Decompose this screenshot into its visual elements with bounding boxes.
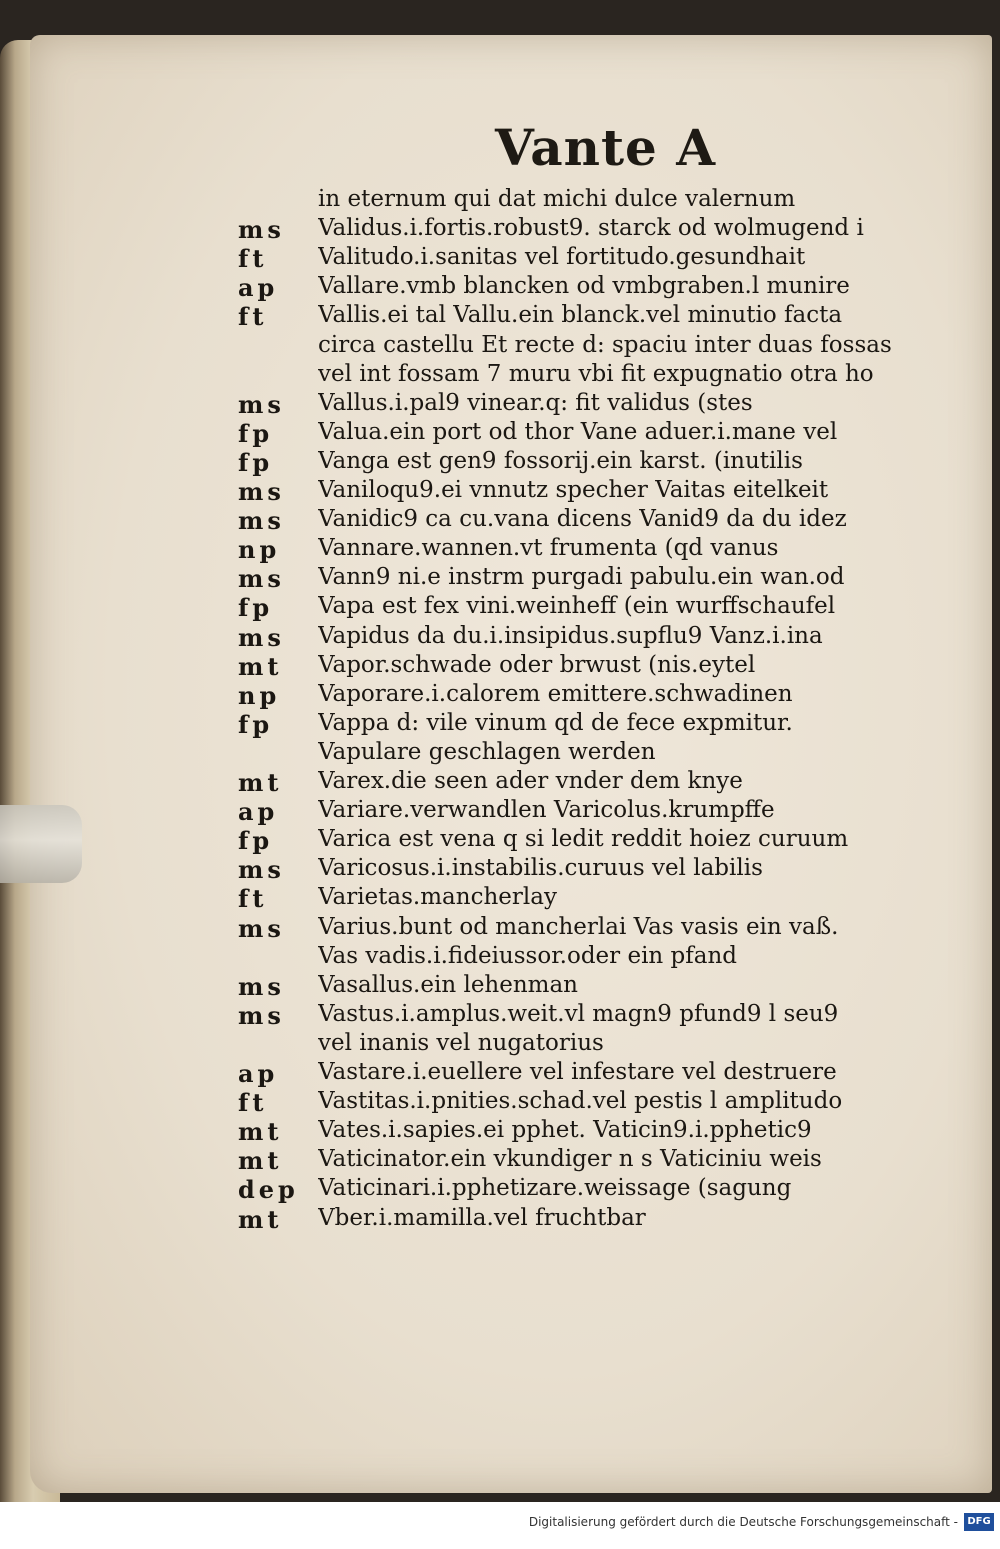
entry-abbreviation: ms: [238, 215, 285, 245]
entry-abbreviation: np: [238, 535, 281, 565]
entry-abbreviation: ft: [238, 244, 268, 274]
entry-text: Vallare.vmb blancken od vmbgraben.l munire: [318, 273, 850, 300]
entry-row: [0, 972, 1000, 1002]
entry-text: Vber.i.mamilla.vel fruchtbar: [318, 1204, 646, 1231]
entry-row: [0, 1117, 1000, 1147]
entry-text: Vann9 ni.e instrm purgadi pabulu.ein wan.od: [318, 564, 845, 591]
entry-row: [0, 1001, 1000, 1031]
entry-row: [0, 1175, 1000, 1205]
entry-abbreviation: fp: [238, 447, 274, 477]
entry-text: Vaticinator.ein vkundiger n s Vaticiniu weis: [318, 1146, 822, 1173]
entry-abbreviation: ms: [238, 506, 285, 536]
entry-abbreviation: np: [238, 680, 281, 710]
entry-abbreviation: dep: [238, 1175, 299, 1205]
entry-row: [0, 593, 1000, 623]
entry-row: [0, 884, 1000, 914]
entry-text: Vanga est gen9 fossorij.ein karst. (inutilis: [318, 447, 803, 474]
entry-abbreviation: ap: [238, 797, 279, 827]
entry-text: Vapidus da du.i.insipidus.supflu9 Vanz.i.ina: [318, 622, 823, 649]
entry-row: [0, 361, 1000, 391]
entry-row: [0, 623, 1000, 653]
entry-text: Varius.bunt od mancherlai Vas vasis ein vaß.: [318, 913, 839, 940]
entry-text: in eternum qui dat michi dulce valernum: [318, 186, 796, 212]
entry-text: Vallis.ei tal Vallu.ein blanck.vel minutio facta: [318, 302, 843, 329]
entry-row: [0, 477, 1000, 507]
entry-row: [0, 768, 1000, 798]
entry-text: Vannare.wannen.vt frumenta (qd vanus: [318, 535, 779, 562]
entry-row: [0, 826, 1000, 856]
entry-text: Vapa est fex vini.weinheff (ein wurffschaufel: [318, 593, 836, 620]
entry-row: [0, 244, 1000, 274]
entry-row: [0, 390, 1000, 420]
entry-row: [0, 739, 1000, 769]
entry-abbreviation: fp: [238, 593, 274, 623]
entry-abbreviation: fp: [238, 418, 274, 448]
entry-row: [0, 535, 1000, 565]
entry-text: Vapor.schwade oder brwust (nis.eytel: [318, 651, 756, 678]
entry-row: [0, 448, 1000, 478]
entry-row: [0, 710, 1000, 740]
entry-abbreviation: ft: [238, 1088, 268, 1118]
entry-abbreviation: mt: [238, 1146, 283, 1176]
entry-row: [0, 186, 1000, 216]
entry-abbreviation: ms: [238, 913, 285, 943]
entry-text: Vates.i.sapies.ei pphet. Vaticin9.i.pphetic9: [318, 1117, 812, 1144]
entry-text: Vallus.i.pal9 vinear.q: fit validus (stes: [318, 389, 753, 416]
entry-text: Vanidic9 ca cu.vana dicens Vanid9 da du idez: [318, 506, 847, 533]
entry-text: Varica est vena q si ledit reddit hoiez curuum: [318, 826, 849, 853]
entry-row: [0, 1088, 1000, 1118]
entry-row: [0, 681, 1000, 711]
entry-row: [0, 506, 1000, 536]
page-heading: Vante A: [495, 118, 717, 177]
entry-row: [0, 1030, 1000, 1060]
footer-credit: Digitalisierung gefördert durch die Deutsche Forschungsgemeinschaft -: [528, 1515, 958, 1529]
entry-text: Vaporare.i.calorem emittere.schwadinen: [318, 680, 793, 707]
entry-abbreviation: fp: [238, 826, 274, 856]
entry-row: [0, 273, 1000, 303]
entry-abbreviation: ft: [238, 302, 268, 332]
entry-text: circa castellu Et recte d: spaciu inter duas fossas: [318, 331, 892, 358]
entry-row: [0, 1059, 1000, 1089]
entry-text: vel int fossam 7 muru vbi fit expugnatio otra ho: [318, 360, 874, 387]
entry-text: Validus.i.fortis.robust9. starck od wolmugend i: [318, 215, 864, 242]
entry-text: Vaniloqu9.ei vnnutz specher Vaitas eitelkeit: [318, 477, 829, 503]
entry-text: Vastus.i.amplus.weit.vl magn9 pfund9 l seu9: [318, 1000, 839, 1027]
entry-abbreviation: mt: [238, 768, 283, 797]
entry-abbreviation: ms: [238, 389, 285, 419]
entry-abbreviation: mt: [238, 651, 283, 681]
entry-abbreviation: ap: [238, 273, 279, 303]
entry-text: Varicosus.i.instabilis.curuus vel labilis: [318, 855, 763, 882]
entry-abbreviation: fp: [238, 709, 274, 739]
entry-row: [0, 797, 1000, 827]
entry-row: [0, 564, 1000, 594]
entry-row: [0, 1205, 1000, 1235]
entry-row: [0, 215, 1000, 245]
entry-row: [0, 914, 1000, 944]
entry-abbreviation: ms: [238, 564, 285, 594]
entry-text: Vapulare geschlagen werden: [318, 738, 656, 765]
footer-bar: [0, 1502, 1000, 1549]
entry-text: Varex.die seen ader vnder dem knye: [318, 768, 743, 794]
entry-text: Vastitas.i.pnities.schad.vel pestis l amplitudo: [318, 1088, 843, 1115]
entry-abbreviation: ms: [238, 622, 285, 652]
entry-text: Vasallus.ein lehenman: [318, 971, 578, 998]
entry-row: [0, 419, 1000, 449]
entry-row: [0, 1146, 1000, 1176]
entry-abbreviation: ms: [238, 477, 285, 506]
entry-abbreviation: ft: [238, 884, 268, 914]
entry-row: [0, 652, 1000, 682]
entry-abbreviation: ms: [238, 971, 285, 1001]
entry-text: Vastare.i.euellere vel infestare vel destruere: [318, 1059, 837, 1085]
entry-text: Valua.ein port od thor Vane aduer.i.mane vel: [318, 418, 838, 445]
entry-abbreviation: ms: [238, 855, 285, 885]
entry-row: [0, 855, 1000, 885]
entry-text: Variare.verwandlen Varicolus.krumpffe: [318, 797, 775, 824]
entry-abbreviation: mt: [238, 1204, 283, 1234]
entry-row: [0, 332, 1000, 362]
entry-abbreviation: ap: [238, 1059, 279, 1088]
entry-text: Vas vadis.i.fideiussor.oder ein pfand: [318, 942, 738, 969]
entry-abbreviation: mt: [238, 1117, 283, 1147]
entry-text: vel inanis vel nugatorius: [318, 1029, 604, 1056]
entry-text: Valitudo.i.sanitas vel fortitudo.gesundhait: [318, 244, 806, 271]
entry-text: Vappa d: vile vinum qd de fece expmitur.: [318, 709, 793, 736]
entry-row: [0, 943, 1000, 973]
entry-text: Varietas.mancherlay: [318, 884, 557, 911]
entry-row: [0, 302, 1000, 332]
entry-abbreviation: ms: [238, 1000, 285, 1030]
dfg-logo-icon: DFG: [964, 1513, 994, 1531]
entry-text: Vaticinari.i.pphetizare.weissage (sagung: [318, 1175, 792, 1202]
